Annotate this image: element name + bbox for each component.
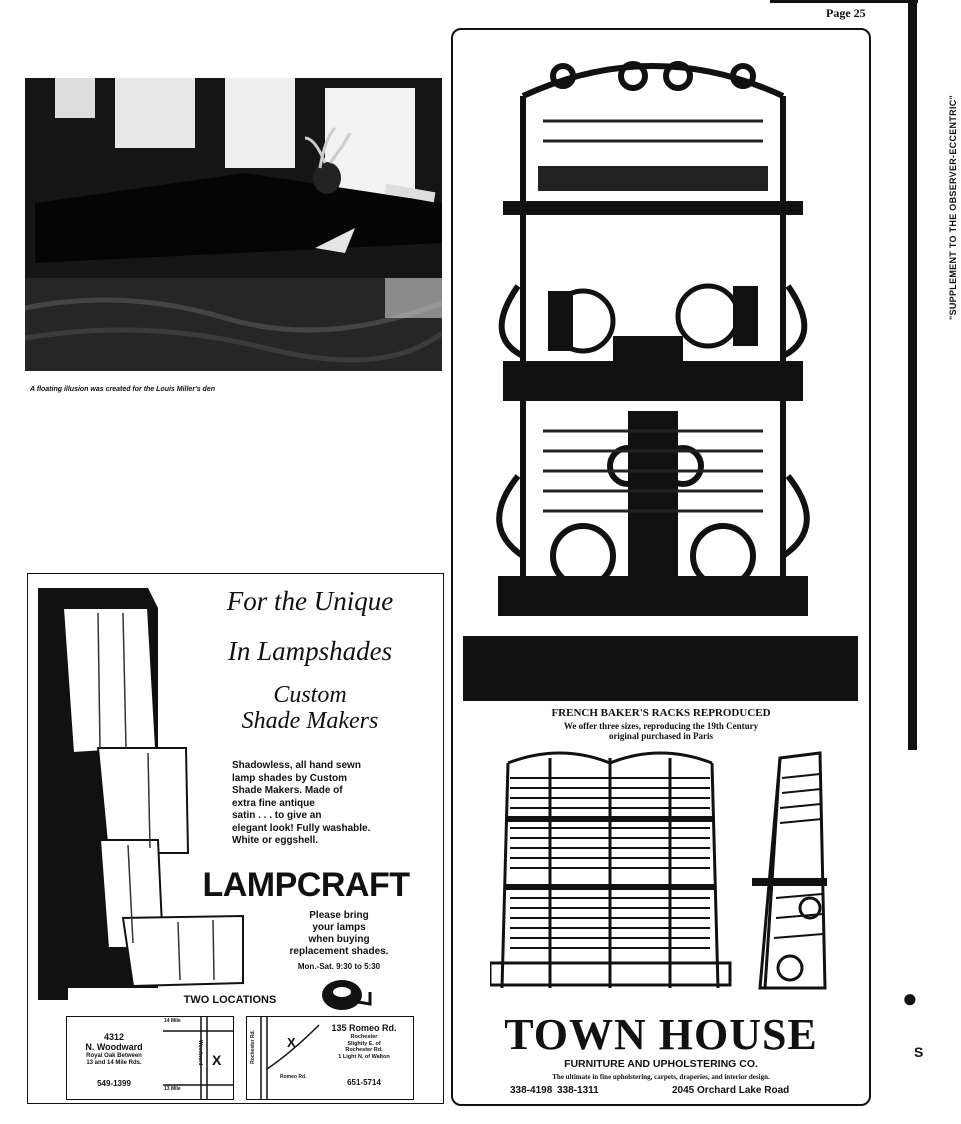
racks-subhead-line2: original purchased in Paris <box>608 731 714 741</box>
bakers-rack-photo <box>463 36 858 701</box>
map2-direction-line1: Rochester <box>350 1034 378 1040</box>
lampcraft-logo: LAMPCRAFT <box>202 866 410 904</box>
bakers-rack-art <box>463 36 858 701</box>
racks-illustration <box>490 748 840 1010</box>
please-line: your lamps <box>312 922 366 933</box>
body-line: Shade Makers. Made of <box>232 785 343 796</box>
side-bar <box>908 0 917 750</box>
map2-direction-line4: 1 Light N. of Walton <box>338 1053 390 1060</box>
map1-direction-line1: Royal Oak Between <box>86 1053 142 1059</box>
map1-address-line2: N. Woodward <box>85 1042 143 1052</box>
map1-address <box>70 1032 158 1052</box>
please-line: replacement shades. <box>289 946 389 957</box>
racks-subhead-line1: We offer three sizes, reproducing the 19th Century <box>563 721 759 731</box>
supplement-label: "SUPPLEMENT TO THE OBSERVER-ECCENTRIC" <box>948 94 958 320</box>
town-house-address: 2045 Orchard Lake Road <box>672 1085 790 1096</box>
racks-illustration-art <box>490 748 840 1010</box>
svg-text:X: X <box>287 1035 296 1050</box>
body-line: Shadowless, all hand sewn <box>232 760 361 771</box>
map2-road-vertical: Rochester Rd. <box>250 1030 256 1064</box>
lampcraft-body-copy <box>232 760 407 848</box>
margin-blot: ● <box>902 984 918 1013</box>
map1-direction-line2: 13 and 14 Mile Rds. <box>86 1060 142 1066</box>
lampcraft-emblem-art <box>320 978 372 1012</box>
town-house-phones: 338-4198 338-1311 <box>510 1085 599 1096</box>
map2-road-horizontal: Romeo Rd. <box>280 1074 307 1080</box>
body-line: extra fine antique <box>232 797 315 809</box>
two-locations-heading: TWO LOCATIONS <box>183 994 277 1006</box>
top-rule <box>770 0 918 3</box>
town-house-tagline: The ultimate in fine upholstering, carpets, draperies, and interior design. <box>552 1073 770 1081</box>
please-line: when buying <box>308 934 370 945</box>
map2-direction-line3: Rochester Rd. <box>345 1047 383 1053</box>
body-line: elegant look! Fully washable. <box>232 822 371 834</box>
map1-address-line1: 4312 <box>103 1032 125 1042</box>
custom-line2: Shade Makers <box>241 708 379 734</box>
racks-headline: FRENCH BAKER'S RACKS REPRODUCED <box>551 707 771 719</box>
custom-line1: Custom <box>273 682 347 708</box>
margin-mark: S <box>914 1044 924 1060</box>
body-line: satin . . . to give an <box>232 810 322 821</box>
lampcraft-emblem-icon <box>320 978 372 1012</box>
svg-text:X: X <box>212 1052 222 1068</box>
lampcraft-please-note <box>274 910 404 958</box>
map1-road-top: 14 Mile <box>164 1018 181 1024</box>
page-number: Page 25 <box>826 6 866 20</box>
map1-road-vertical: Woodward <box>197 1040 203 1066</box>
den-photo <box>25 78 442 371</box>
body-line: White or eggshell. <box>232 835 319 846</box>
map1-directions <box>70 1053 158 1067</box>
map1-phone: 549-1399 <box>97 1079 131 1088</box>
map2-directions <box>320 1034 408 1060</box>
please-line: Please bring <box>309 910 369 921</box>
racks-subhead <box>466 721 856 741</box>
town-house-logo: TOWN HOUSE <box>504 1010 818 1059</box>
map2-direction-line2: Slightly E. of <box>347 1040 381 1047</box>
lampcraft-script-line2: In Lampshades <box>227 636 393 666</box>
map2-phone: 651-5714 <box>347 1078 381 1087</box>
map2-address: 135 Romeo Rd. <box>331 1023 397 1033</box>
body-line: lamp shades by Custom <box>232 772 348 784</box>
lampcraft-hours: Mon.-Sat. 9:30 to 5:30 <box>297 962 381 971</box>
map1-road-bottom: 13 Mile <box>164 1086 181 1092</box>
town-house-subtitle: FURNITURE AND UPHOLSTERING CO. <box>564 1058 758 1070</box>
den-photo-art <box>25 78 442 371</box>
photo-caption: A floating illusion was created for the Louis Miller's den <box>30 386 215 393</box>
lampcraft-script-line1: For the Unique <box>226 586 394 616</box>
